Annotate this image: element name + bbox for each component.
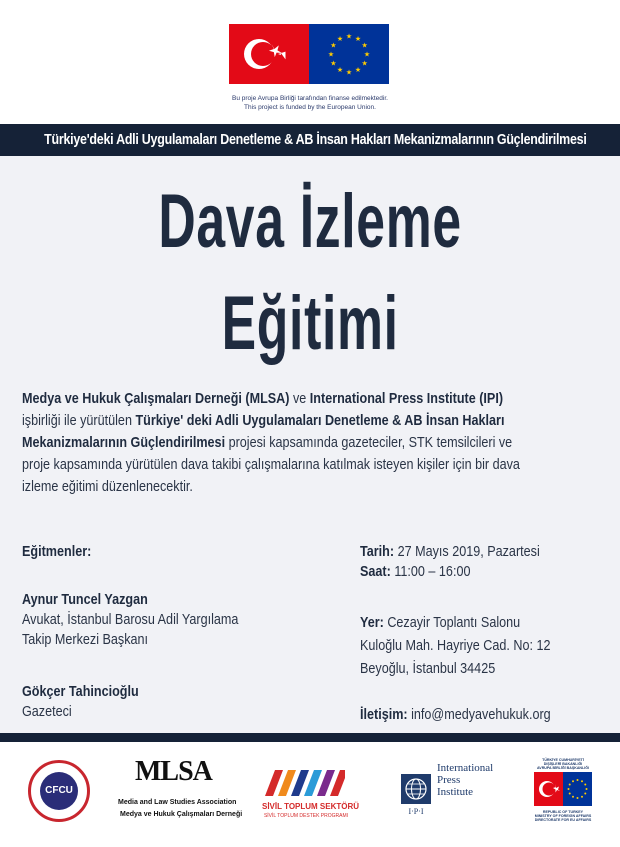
ipi-name-3: Institute	[437, 786, 474, 798]
intro-line-3	[22, 432, 513, 454]
org-ipi: International Press Institute (IPI)	[309, 390, 504, 407]
cfcu-seal-icon	[40, 772, 78, 810]
page-title-line-1	[0, 179, 620, 264]
trainer-1	[22, 590, 280, 650]
eu-star-icon: ★	[361, 42, 368, 50]
rt-line-5: MINISTRY OF FOREIGN AFFAIRS	[534, 814, 592, 818]
event-place	[360, 613, 587, 679]
cfcu-label: CFCU	[45, 785, 73, 796]
eu-star-icon: ★	[363, 51, 371, 59]
trainer-1-role-1: Avukat, İstanbul Barosu Adil Yargılama	[22, 611, 239, 628]
time-label: Saat:	[360, 563, 391, 580]
rt-eu-star-icon	[581, 796, 583, 798]
project-banner-text: Türkiye'deki Adli Uygulamaları Denetleme & AB İnsan Hakları Mekanizmalarının Güçlendirilmesi	[44, 132, 587, 148]
ipi-name	[437, 762, 493, 798]
project-name-b: Mekanizmalarının Güçlendirilmesi	[22, 434, 226, 451]
event-contact	[360, 705, 587, 725]
ipi-name-2: Press	[437, 774, 461, 786]
rt-eu-star-icon	[569, 784, 571, 786]
rt-eu-star-icon	[569, 793, 571, 795]
rt-line-1: TÜRKİYE CUMHURİYETİ	[542, 758, 584, 762]
contact-line	[360, 705, 551, 725]
rt-eu-star-icon	[577, 797, 579, 799]
trainers-heading	[22, 542, 105, 562]
event-time	[360, 562, 540, 582]
intro-line-2	[22, 410, 506, 432]
trainer-1-name: Aynur Tuncel Yazgan	[22, 591, 148, 608]
rt-eu-star-icon	[584, 793, 586, 795]
event-date	[360, 542, 540, 562]
rt-eu-star-icon	[586, 788, 588, 790]
intro-line-5: izleme eğitimi düzenlenecektir.	[22, 478, 193, 495]
republic-of-turkey-eu-logo-icon	[534, 772, 592, 806]
header-area	[0, 0, 620, 124]
trainers-heading-text: Eğitmenler:	[22, 543, 92, 560]
address-line-2: Beyoğlu, İstanbul 34425	[360, 660, 496, 677]
intro-and: ve	[289, 390, 310, 407]
intro-text-2: projesi kapsamında gazeteciler, STK temsilcileri ve	[225, 434, 513, 451]
place-label: Yer:	[360, 614, 384, 631]
eu-star-icon: ★	[345, 33, 353, 41]
rt-eu-star-icon	[572, 796, 574, 798]
funding-note-tr: Bu proje Avrupa Birliği tarafından finanse edilmektedir.	[232, 95, 388, 102]
footer-divider	[0, 733, 620, 742]
turkey-flag-icon	[229, 24, 309, 84]
contact-email-link[interactable]: info@medyavehukuk.org	[407, 706, 551, 723]
intro-line-4: proje kapsamında yürütülen dava takibi çalışmalarına katılmak isteyen kişiler için bir dava	[22, 456, 520, 473]
rt-line-3: AVRUPA BİRLİĞİ BAŞKANLIĞI	[536, 766, 590, 770]
title-text-2: Eğitimi	[221, 281, 399, 366]
date-value: 27 Mayıs 2019, Pazartesi	[394, 543, 540, 560]
eu-star-icon: ★	[345, 69, 353, 77]
place-line	[360, 613, 550, 633]
trainer-1-role-2: Takip Merkezi Başkanı	[22, 631, 149, 648]
trainer-2	[22, 682, 161, 722]
stk-title: SİVİL TOPLUM SEKTÖRÜ	[262, 802, 360, 811]
funding-note-en: This project is funded by the European Union.	[244, 104, 376, 111]
contact-label: İletişim:	[360, 706, 408, 723]
eu-star-icon: ★	[336, 35, 344, 43]
rt-eu-star-icon	[572, 780, 574, 782]
intro-paragraph	[22, 388, 598, 498]
partner-logos	[0, 742, 620, 847]
eu-star-icon: ★	[361, 60, 368, 68]
time-value: 11:00 – 16:00	[390, 563, 471, 580]
mlsa-logo: MLSA	[135, 756, 212, 787]
intro-line-1	[22, 388, 506, 410]
eu-star-icon: ★	[354, 67, 362, 75]
rt-eu-star-icon	[568, 788, 570, 790]
title-text-1: Dava İzleme	[158, 179, 462, 264]
mlsa-name-tr: Medya ve Hukuk Çalışmaları Derneği	[120, 811, 243, 818]
rt-eu-star-icon	[584, 784, 586, 786]
project-name-a: Türkiye' deki Adli Uygulamaları Denetleme & AB İnsan Hakları	[135, 412, 505, 429]
stk-logo-icon	[261, 768, 345, 798]
ipi-name-1: International	[437, 762, 494, 774]
stk-subtitle: SİVİL TOPLUM DESTEK PROGRAMI	[263, 813, 349, 819]
ipi-globe-icon	[401, 774, 431, 816]
page-title-line-2	[0, 281, 620, 366]
date-label: Tarih:	[360, 543, 395, 560]
eu-star-icon: ★	[330, 42, 337, 50]
svg-text:I·P·I: I·P·I	[408, 807, 424, 816]
project-banner	[0, 124, 620, 156]
eu-star-icon: ★	[330, 60, 337, 68]
eu-flag-icon	[309, 24, 389, 84]
event-datetime	[360, 542, 574, 582]
rt-line-2: DIŞİŞLERİ BAKANLIĞI	[543, 762, 583, 766]
org-mlsa: Medya ve Hukuk Çalışmaları Derneği (MLSA)	[22, 390, 290, 407]
trainer-2-role: Gazeteci	[22, 703, 72, 720]
rt-eu-star-icon	[577, 779, 579, 781]
trainer-2-name: Gökçer Tahincioğlu	[22, 683, 139, 700]
mlsa-name-en: Media and Law Studies Association	[118, 799, 237, 806]
intro-text-1: işbirliği ile yürütülen	[22, 412, 136, 429]
place-value: Cezayir Toplantı Salonu	[383, 614, 521, 631]
eu-star-icon: ★	[354, 35, 362, 43]
rt-line-6: DIRECTORATE FOR EU AFFAIRS	[534, 818, 592, 822]
rt-eu-star-icon	[581, 780, 583, 782]
eu-star-icon: ★	[327, 51, 335, 59]
cfcu-logo	[28, 760, 90, 822]
eu-star-icon: ★	[336, 67, 344, 75]
rt-line-4: REPUBLIC OF TURKEY	[542, 810, 584, 814]
address-line-1: Kuloğlu Mah. Hayriye Cad. No: 12	[360, 637, 551, 654]
